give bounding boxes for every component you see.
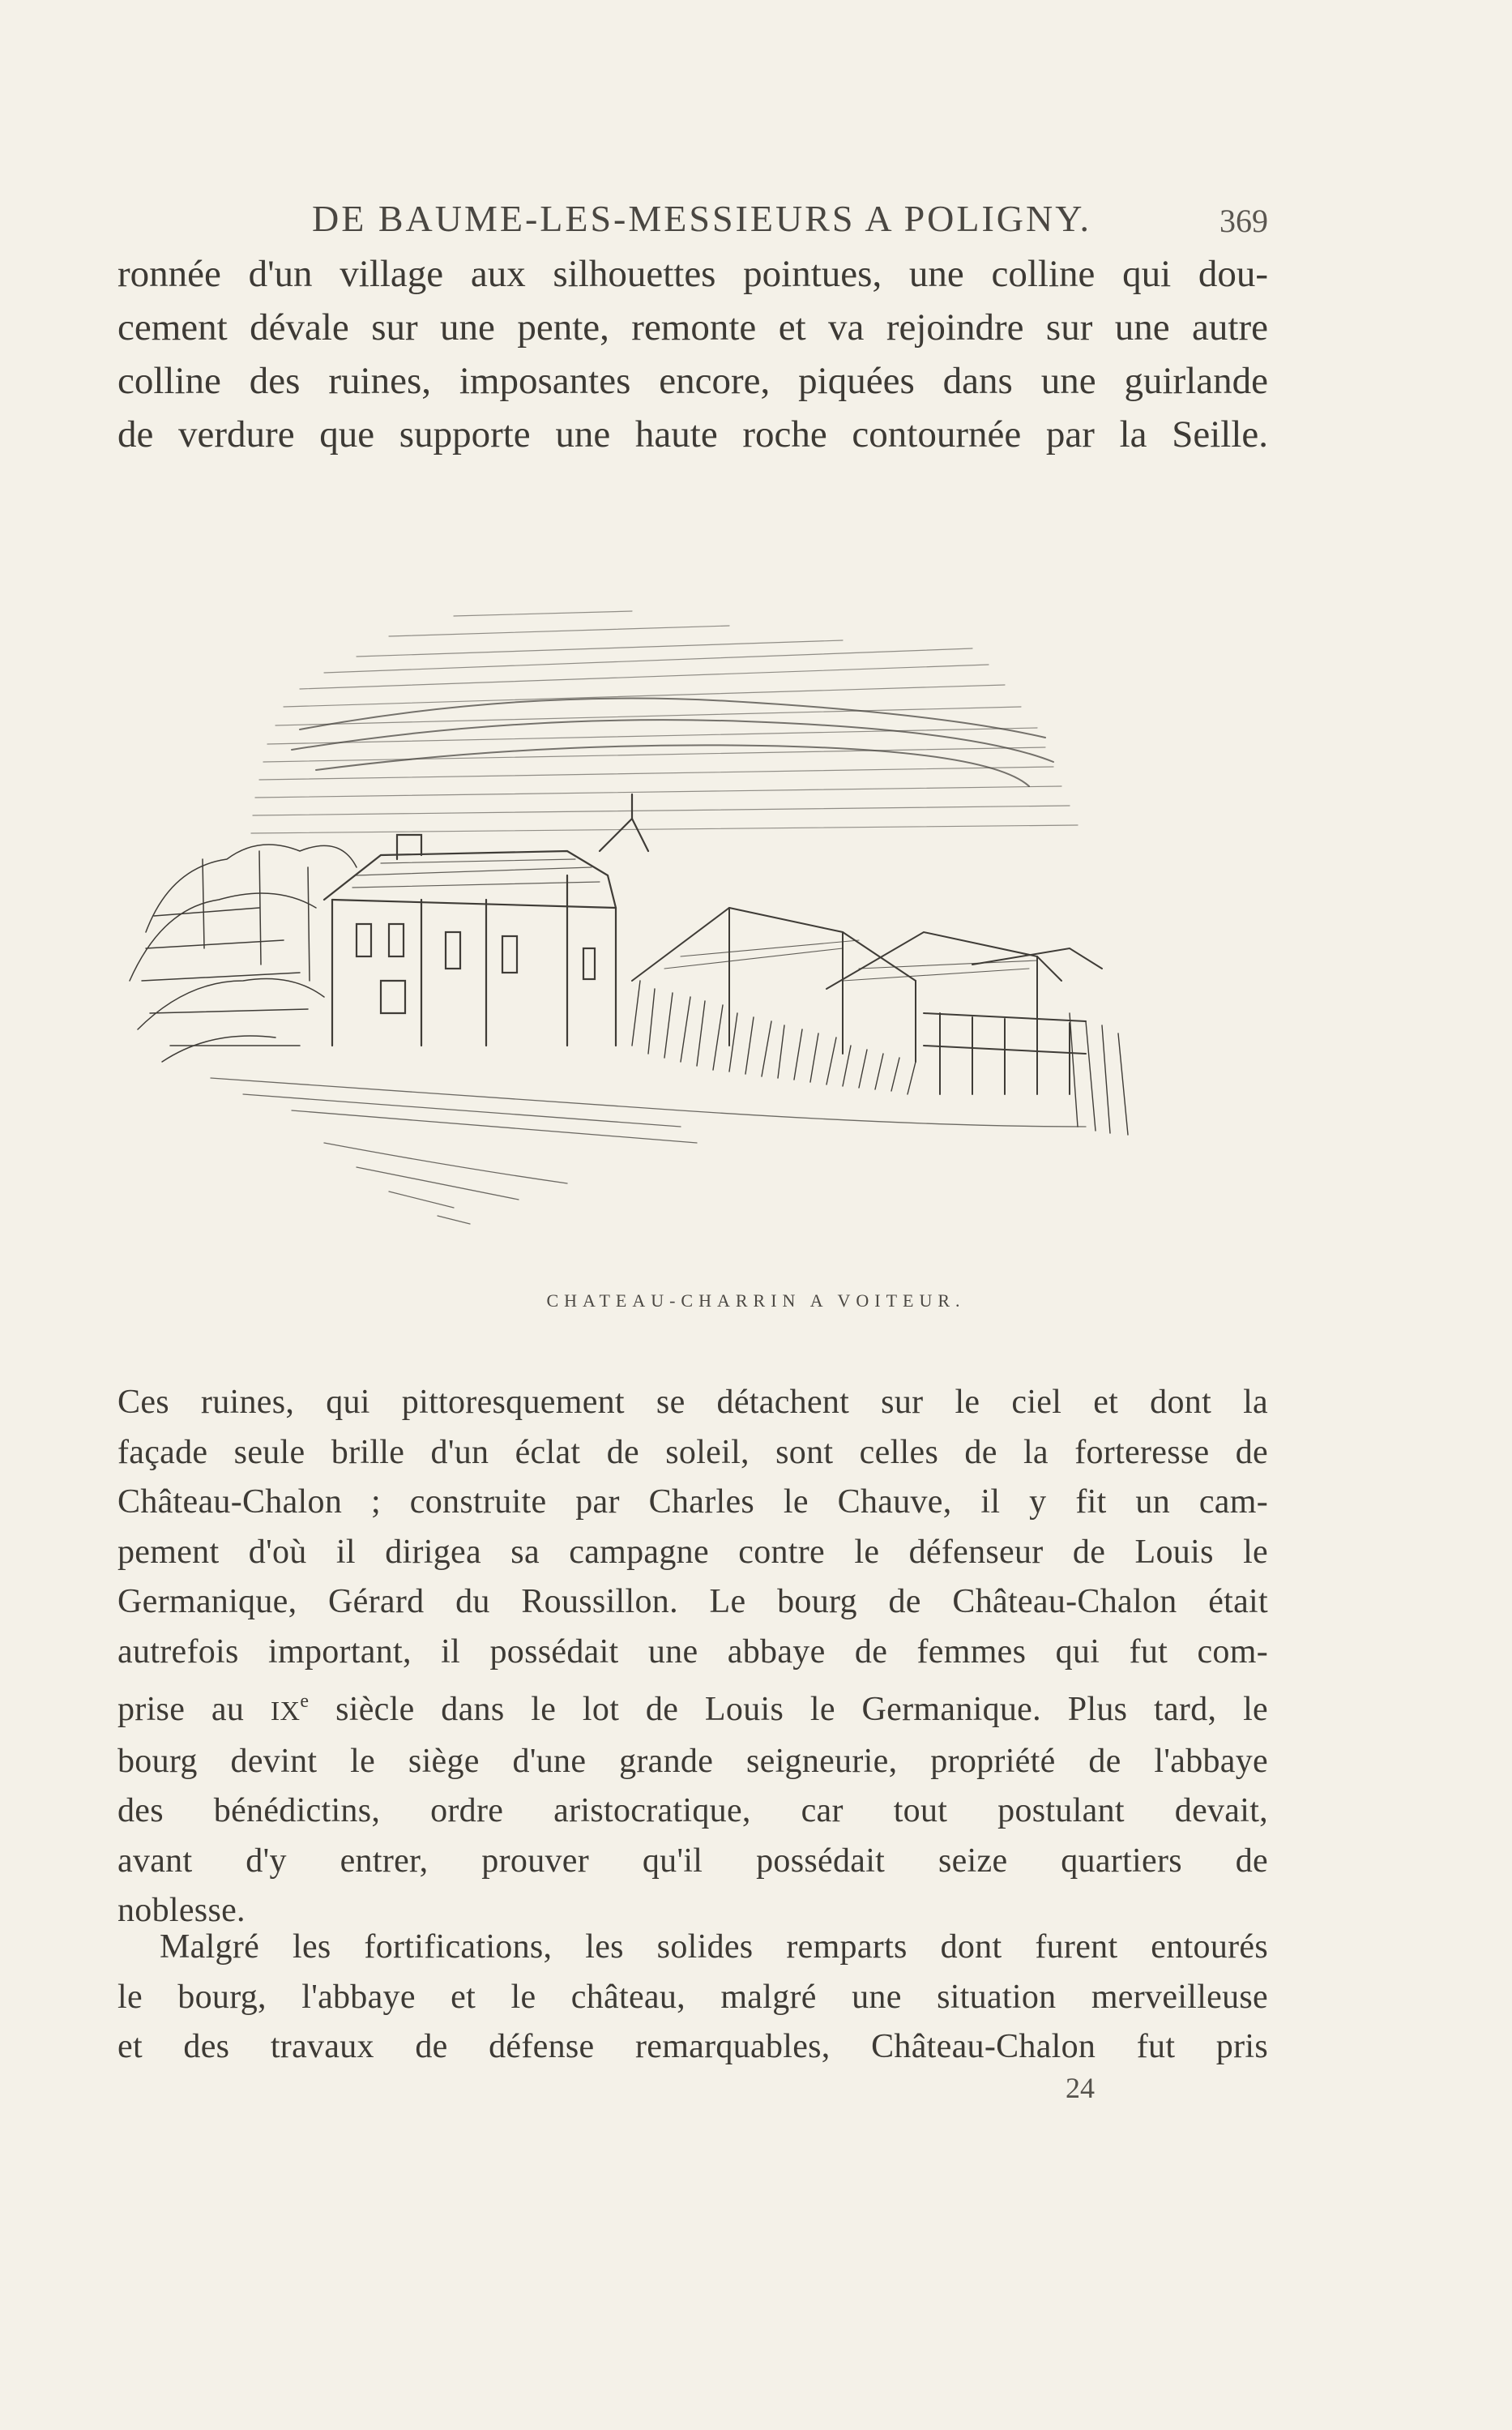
text-line: Château-Chalon ; construite par Charles le Chauve, il y fit un cam-	[117, 1483, 1268, 1521]
text-line	[117, 1677, 1268, 1737]
text-line: le bourg, l'abbaye et le château, malgré une situation merveilleuse	[117, 1978, 1268, 2016]
top-paragraph	[117, 247, 1268, 461]
ground-path	[211, 1078, 1086, 1224]
text-line: avant d'y entrer, prouver qu'il possédait seize quartiers de	[117, 1842, 1268, 1880]
text-line: ronnée d'un village aux silhouettes pointues, une colline qui dou-	[117, 253, 1268, 295]
text-line: cement dévale sur une pente, remonte et va rejoindre sur une autre	[117, 306, 1268, 349]
village-houses	[632, 908, 1102, 1094]
text-line: bourg devint le siège d'une grande seigneurie, propriété de l'abbaye	[117, 1742, 1268, 1780]
text-fragment: Malgré les fortifications, les solides remparts dont furent entourés	[160, 1928, 1268, 1966]
signature-mark: 24	[1066, 2072, 1095, 2104]
text-fragment: siècle dans le lot de Louis le Germanique. Plus tard, le	[309, 1691, 1268, 1728]
text-fragment: prise au	[117, 1691, 271, 1728]
text-line: noblesse.	[117, 1892, 246, 1929]
superscript: e	[300, 1691, 310, 1712]
roman-numeral: IX	[270, 1696, 301, 1726]
running-title: DE BAUME-LES-MESSIEURS A POLIGNY.	[312, 198, 1092, 239]
main-paragraph	[117, 1378, 1268, 1936]
text-line	[117, 1923, 1268, 1973]
text-line: colline des ruines, imposantes encore, piquées dans une guirlande	[117, 360, 1268, 402]
engraving-illustration	[113, 527, 1199, 1273]
sky-hatching	[251, 611, 1078, 833]
illustration-caption: CHATEAU-CHARRIN A VOITEUR.	[546, 1290, 966, 1311]
text-line: façade seule brille d'un éclat de soleil, sont celles de la forteresse de	[117, 1433, 1268, 1471]
second-paragraph	[117, 1923, 1268, 2073]
text-line: pement d'où il dirigea sa campagne contre le défenseur de Louis le	[117, 1533, 1268, 1571]
text-line: Ces ruines, qui pittoresquement se détachent sur le ciel et dont la	[117, 1384, 1268, 1421]
text-line: Germanique, Gérard du Roussillon. Le bourg de Château-Chalon était	[117, 1583, 1268, 1620]
page-number: 369	[1219, 203, 1268, 239]
text-line: autrefois important, il possédait une abbaye de femmes qui fut com-	[117, 1632, 1268, 1671]
left-trees	[130, 845, 357, 1062]
running-head	[117, 197, 1268, 246]
text-line: des bénédictins, ordre aristocratique, car tout postulant devait,	[117, 1792, 1268, 1829]
text-line: et des travaux de défense remarquables, Château-Chalon fut pris	[117, 2028, 1268, 2065]
roof-hatching	[352, 859, 600, 888]
text-line: de verdure que supporte une haute roche contournée par la Seille.	[117, 413, 1268, 456]
